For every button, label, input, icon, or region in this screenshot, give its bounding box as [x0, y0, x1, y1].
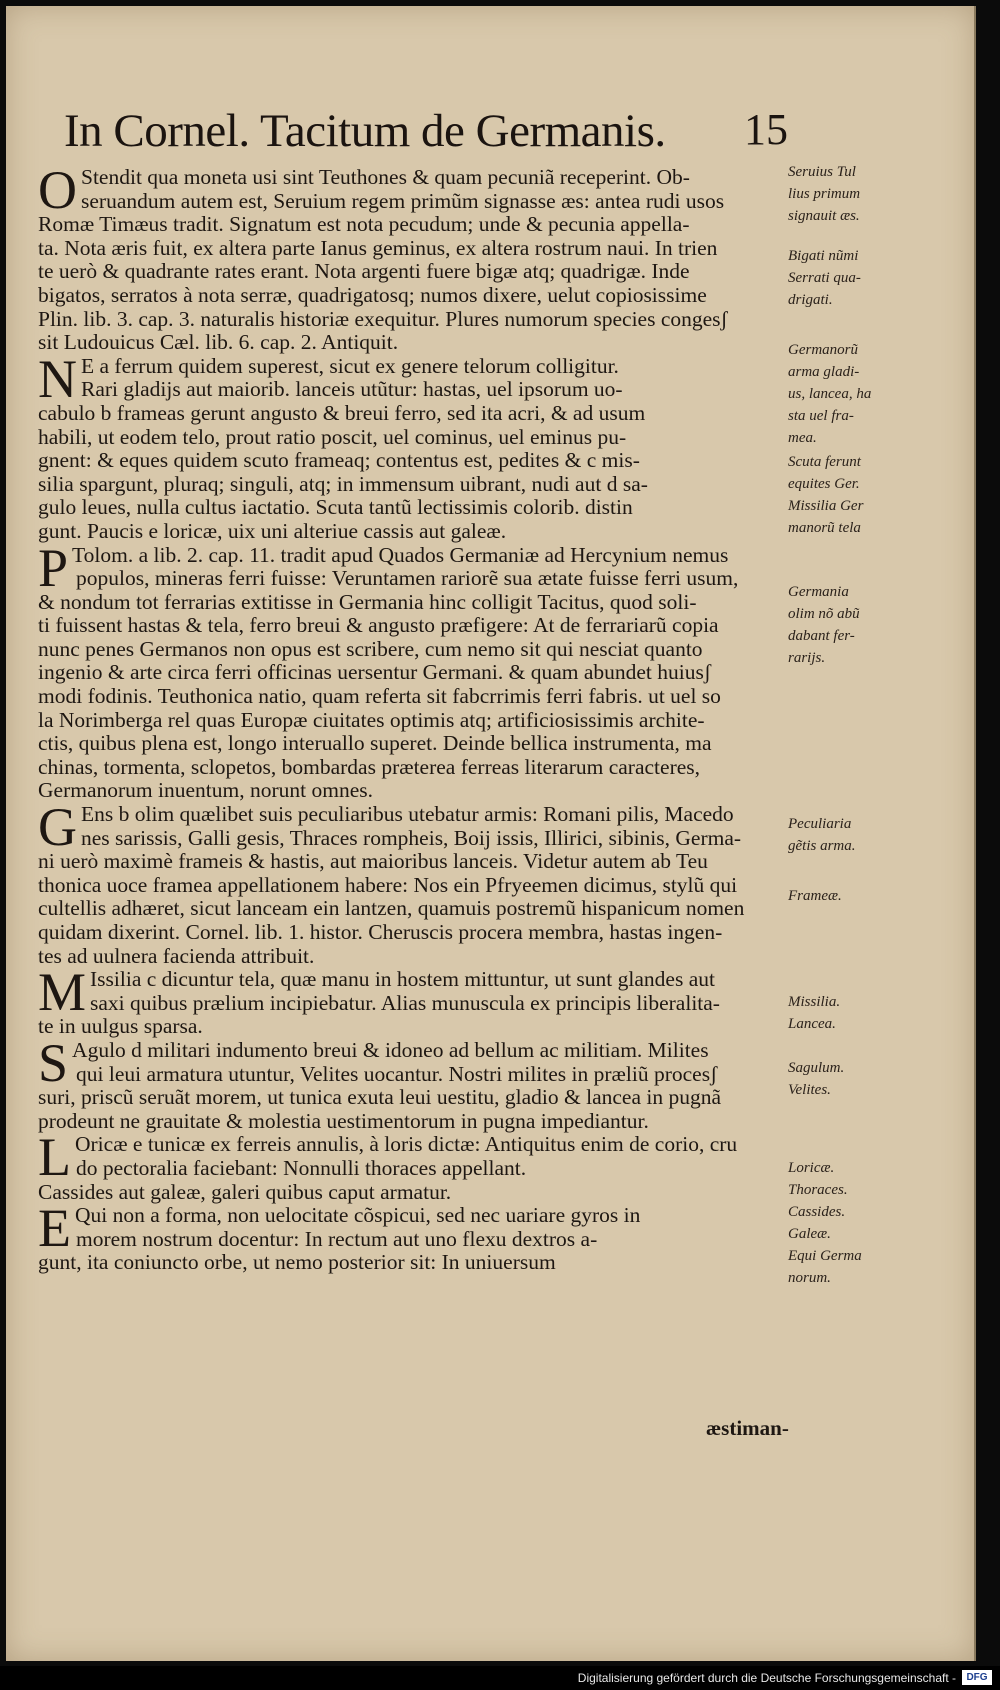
line-text: Romæ Timæus tradit. Signatum est nota pecudum; unde & pecunia appella- — [38, 212, 690, 237]
text-line — [38, 308, 778, 332]
line-text: silia spargunt, pluraq; singuli, atq; in immensum uibrant, nudi aut d sa- — [38, 471, 648, 496]
marginal-note: Scuta ferunt — [788, 454, 861, 470]
paragraph — [38, 1198, 778, 1275]
line-text: thonica uoce framea appellationem habere: Nos ein Pfryeemen dicimus, stylũ qui — [38, 872, 738, 897]
text-line — [38, 378, 778, 402]
paragraph — [38, 962, 778, 1039]
marginal-note: manorũ tela — [788, 520, 861, 536]
line-text: saxi quibus prælium incipiebatur. Alias munuscula ex principis liberalita- — [90, 990, 720, 1015]
marginal-note: mea. — [788, 430, 817, 446]
text-line — [38, 284, 778, 308]
line-text: morem nostrum docentur: In rectum aut uno flexu dextros a- — [76, 1226, 598, 1251]
marginal-note: Serrati qua- — [788, 270, 861, 286]
text-line — [38, 827, 778, 851]
marginal-note: us, lancea, ha — [788, 386, 872, 402]
text-line — [38, 992, 778, 1016]
text-line — [38, 426, 778, 450]
line-text: gulo leues, nulla cultus iactatio. Scuta tantũ lectissimis colorib. distin — [38, 495, 633, 520]
text-line — [38, 213, 778, 237]
line-text: Plin. lib. 3. cap. 3. naturalis historiæ exequitur. Plures numorum species congesʃ — [38, 306, 728, 331]
line-text: gunt. Paucis e loricæ, uix uni alteriue cassis aut galeæ. — [38, 518, 507, 543]
text-line — [38, 661, 778, 685]
marginal-note: equites Ger. — [788, 476, 860, 492]
line-text: E a ferrum quidem superest, sicut ex genere telorum colligitur. — [81, 353, 619, 378]
line-text: la Norimberga rel quas Europæ ciuitates optimis atq; artificiosissimis archite- — [38, 707, 705, 732]
paragraph — [38, 1127, 778, 1204]
line-text: ctis, quibus plena est, longo interuallo superet. Deinde bellica instrumenta, ma — [38, 731, 712, 756]
text-line — [38, 732, 778, 756]
main-text — [38, 160, 778, 1275]
line-text: nunc penes Germanos non opus est scribere, cum nemo sit qui nesciat quanto — [38, 636, 703, 661]
text-line — [38, 874, 778, 898]
text-line — [38, 591, 778, 615]
text-line — [38, 1110, 778, 1134]
line-text: Rari gladijs aut maiorib. lanceis utũtur: hastas, uel ipsorum uo- — [81, 377, 623, 402]
marginal-note: Germanorũ — [788, 342, 858, 358]
text-line — [38, 779, 778, 803]
line-text: ingenio & arte circa ferri officinas uersentur Germani. & quam abundet huiusʃ — [38, 660, 712, 685]
text-line — [38, 614, 778, 638]
line-text: qui leui armatura utuntur, Velites uocantur. Nostri milites in præliũ procesʃ — [76, 1061, 718, 1086]
line-text: suri, priscũ seruãt morem, ut tunica exuta leui uestitu, gladio & lancea in pugnã — [38, 1085, 722, 1110]
marginal-note: Lancea. — [788, 1016, 836, 1032]
drop-cap: E — [38, 1198, 71, 1259]
digitization-credit: Digitalisierung gefördert durch die Deutsche Forschungsgemeinschaft - — [577, 1671, 956, 1685]
line-text: nes sarissis, Galli gesis, Thraces rompheis, Boij issis, Illirici, sibinis, Germa- — [81, 825, 742, 850]
drop-cap: L — [38, 1127, 71, 1188]
line-text: & nondum tot ferrarias extitisse in Germania hinc colligit Tacitus, quod soli- — [38, 589, 697, 614]
marginal-note: sta uel fra- — [788, 408, 854, 424]
text-line — [38, 897, 778, 921]
marginal-note: Seruius Tul — [788, 164, 856, 180]
line-text: bigatos, serratos à nota serræ, quadrigatosq; numos dixere, uelut copiosissime — [38, 282, 707, 307]
line-text: tes ad uulnera facienda attribuit. — [38, 943, 315, 968]
text-line — [38, 567, 778, 591]
drop-cap: O — [38, 160, 77, 220]
marginal-note: drigati. — [788, 292, 833, 308]
text-line — [38, 260, 778, 284]
text-line — [38, 473, 778, 497]
line-text: Cassides aut galeæ, galeri quibus caput armatur. — [38, 1179, 452, 1204]
marginal-note: olim nõ abũ — [788, 606, 860, 622]
marginal-note: dabant fer- — [788, 628, 855, 644]
book-page — [6, 6, 976, 1661]
line-text: gunt, ita coniuncto orbe, ut nemo posterior sit: In uniuersum — [38, 1250, 556, 1275]
marginal-note: Galeæ. — [788, 1226, 831, 1242]
page-number: 15 — [744, 105, 788, 154]
text-line — [38, 1181, 778, 1205]
marginal-note: norum. — [788, 1270, 831, 1286]
text-line — [38, 945, 778, 969]
marginal-note: gẽtis arma. — [788, 838, 856, 854]
text-line — [38, 449, 778, 473]
line-text: ta. Nota æris fuit, ex altera parte Ianus geminus, ex altera rostrum naui. In trien — [38, 235, 718, 260]
line-text: modi fodinis. Teuthonica natio, quam referta sit fabcrrimis ferri fabris. ut uel so — [38, 684, 721, 709]
page-title: In Cornel. Tacitum de Germanis. — [64, 105, 666, 157]
marginal-note: Thoraces. — [788, 1182, 848, 1198]
line-text: Oricæ e tunicæ ex ferreis annulis, à loris dictæ: Antiquitus enim de corio, cru — [75, 1132, 738, 1157]
line-text: te uerò & quadrante rates erant. Nota argenti fuere bigæ atq; quadrigæ. Inde — [38, 259, 690, 284]
text-line — [38, 496, 778, 520]
text-line — [38, 1015, 778, 1039]
text-line — [38, 190, 778, 214]
running-header — [64, 104, 788, 164]
text-line — [38, 638, 778, 662]
line-text: Agulo d militari indumento breui & idoneo ad bellum ac militiam. Milites — [72, 1037, 709, 1062]
line-text: cultellis adhæret, sicut lanceam ein lantzen, quamuis postremũ hispanicum nomen — [38, 896, 745, 921]
line-text: quidam dixerint. Cornel. lib. 1. histor. Cheruscis procera membra, hastas ingen- — [38, 920, 723, 944]
line-text: cabulo b frameas gerunt angusto & breui ferro, sed ita acri, & ad usum — [38, 400, 646, 425]
marginal-note: Sagulum. — [788, 1060, 845, 1076]
text-line — [38, 756, 778, 780]
paragraph — [38, 797, 778, 968]
marginal-note: Missilia Ger — [788, 498, 864, 514]
text-line — [38, 402, 778, 426]
text-line — [38, 921, 778, 945]
catchword: æstiman- — [706, 1416, 789, 1440]
marginal-note: signauit æs. — [788, 208, 860, 224]
line-text: te in uulgus sparsa. — [38, 1014, 203, 1039]
marginal-note: Peculiaria — [788, 816, 852, 832]
paragraph — [38, 160, 778, 355]
marginal-note: Velites. — [788, 1082, 831, 1098]
marginal-note: Cassides. — [788, 1204, 846, 1220]
marginal-note: Loricæ. — [788, 1160, 835, 1176]
line-text: chinas, tormenta, sclopetos, bombardas præterea ferreas literarum caracteres, — [38, 754, 701, 779]
marginal-note: rarijs. — [788, 650, 826, 666]
drop-cap: M — [38, 962, 87, 1023]
text-line — [38, 709, 778, 733]
line-text: sit Ludouicus Cæl. lib. 6. cap. 2. Antiquit. — [38, 330, 399, 355]
line-text: Ens b olim quælibet suis peculiaribus utebatur armis: Romani pilis, Macedo — [81, 802, 734, 827]
line-text: Germanorum inuentum, norunt omnes. — [38, 778, 373, 803]
line-text: habili, ut eodem telo, prout ratio poscit, uel cominus, uel eminus pu- — [38, 424, 627, 449]
line-text: ni uerò maximè frameis & hastis, aut maioribus lanceis. Videtur autem ab Teu — [38, 849, 708, 874]
drop-cap: N — [38, 348, 77, 409]
text-line — [38, 1251, 778, 1275]
marginal-note: Frameæ. — [788, 888, 842, 904]
text-line — [38, 850, 778, 874]
text-line — [38, 1157, 778, 1181]
marginal-note: Bigati nũmi — [788, 248, 859, 264]
line-text: Stendit qua moneta usi sint Teuthones & quam pecuniã receperint. Ob- — [81, 165, 690, 189]
line-text: seruandum autem est, Seruium regem primũm signasse æs: antea rudi usos — [81, 188, 725, 213]
text-line — [38, 1228, 778, 1252]
marginal-note: Missilia. — [788, 994, 841, 1010]
line-text: gnent: & eques quidem scuto frameaq; contentus est, pedites & c mis- — [38, 448, 640, 473]
text-line — [38, 1086, 778, 1110]
marginal-note: Equi Germa — [788, 1248, 862, 1264]
text-line — [38, 237, 778, 261]
paragraph — [38, 1032, 778, 1133]
text-line — [38, 331, 778, 355]
paragraph — [38, 348, 778, 544]
text-line — [38, 520, 778, 544]
marginal-note: arma gladi- — [788, 364, 860, 380]
text-line — [38, 1063, 778, 1087]
drop-cap: S — [38, 1032, 69, 1093]
line-text: do pectoralia faciebant: Nonnulli thoraces appellant. — [76, 1155, 527, 1180]
text-line — [38, 685, 778, 709]
drop-cap: P — [38, 537, 69, 598]
paragraph — [38, 537, 778, 804]
marginal-note: lius primum — [788, 186, 861, 202]
line-text: populos, mineras ferri fuisse: Veruntamen rariorẽ sua ætate fuisse ferri usum, — [76, 566, 739, 591]
line-text: Tolom. a lib. 2. cap. 11. tradit apud Quados Germaniæ ad Hercynium nemus — [72, 542, 729, 567]
footer-bar — [0, 1666, 1000, 1690]
line-text: Qui non a forma, non uelocitate cõspicui, sed nec uariare gyros in — [75, 1203, 641, 1228]
line-text: Issilia c dicuntur tela, quæ manu in hostem mittuntur, ut sunt glandes aut — [90, 967, 715, 992]
dfg-logo: DFG — [962, 1670, 992, 1685]
marginal-note: Germania — [788, 584, 849, 600]
line-text: ti fuissent hastas & tela, ferro breui & angusto præfigere: At de ferrariarũ copia — [38, 613, 719, 638]
drop-cap: G — [38, 797, 77, 858]
line-text: prodeunt ne grauitate & molestia uestimentorum in pugna impediantur. — [38, 1108, 649, 1133]
